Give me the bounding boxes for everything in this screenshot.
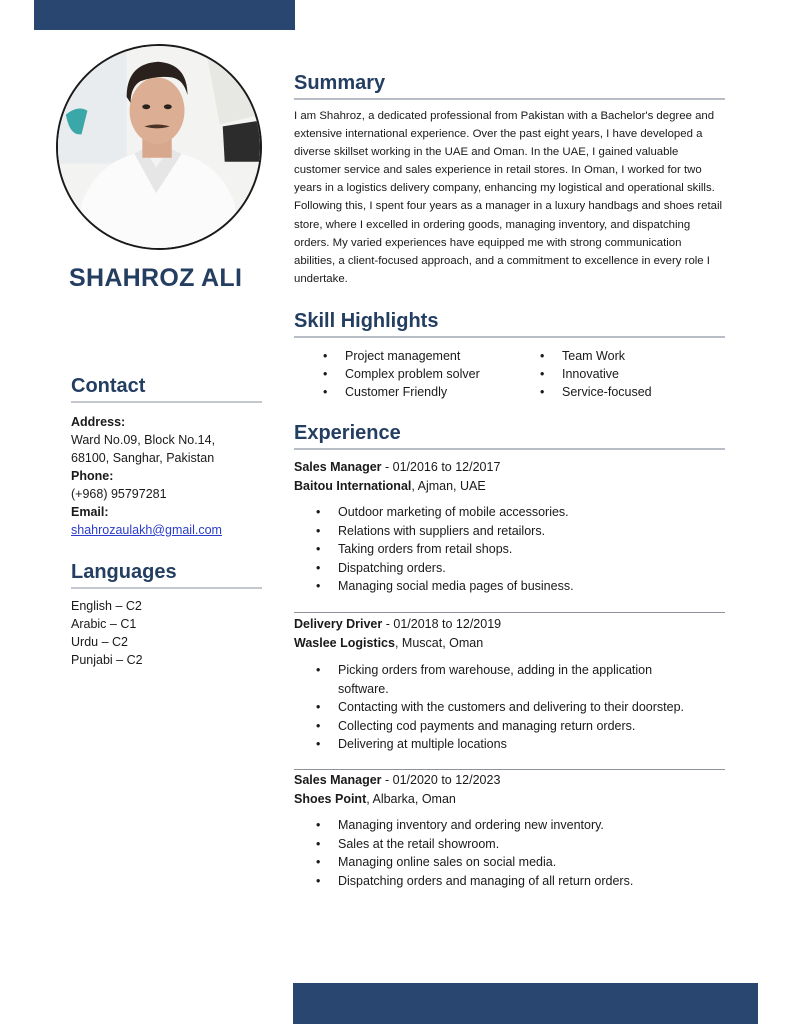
job-title: Sales Manager (294, 460, 382, 474)
skills-heading: Skill Highlights (294, 310, 725, 338)
skills-list (294, 347, 725, 402)
duty-item: • Contacting with the customers and delivering to their doorstep. (294, 698, 725, 717)
job-company: Shoes Point (294, 791, 367, 806)
candidate-name: SHAHROZ ALI (69, 264, 243, 292)
contact-block (71, 413, 271, 539)
job-header (294, 458, 725, 495)
summary-text: I am Shahroz, a dedicated professional from Pakistan with a Bachelor's degree and extensive international experience. Over the past eight years, I have developed a diverse skillset working in the UAE and Oman. In the UAE, I gained valuable customer service and sales experience in retail stores. In Oman, I worked for two years in a logistics delivery company, enhancing my logistical and operational skills. Following this, I spent four years as a manager in a luxury handbags and shoes retail store, where I excelled in ordering goods, managing inventory, and dispatching orders. My varied experiences have equipped me with strong communication abilities, a client-focused approach, and a commitment to excellence in every role I undertake. (294, 110, 723, 285)
job-header (294, 615, 725, 652)
job-company: Waslee Logistics (294, 635, 395, 650)
duty-item: • Delivering at multiple locations (294, 735, 725, 754)
languages-heading: Languages (71, 561, 262, 589)
duty-item: • Sales at the retail showroom. (294, 835, 725, 854)
address-line-2: 68100, Sanghar, Pakistan (71, 451, 215, 465)
duty-item: • Managing online sales on social media. (294, 853, 725, 872)
job-location: , Ajman, UAE (411, 478, 486, 493)
skills-column-right (511, 347, 652, 402)
job-title: Delivery Driver (294, 617, 383, 631)
job-duties (294, 816, 725, 890)
email-link[interactable]: shahrozaulakh@gmail.com (71, 523, 222, 537)
job-title: Sales Manager (294, 773, 382, 787)
address-line-1: Ward No.09, Block No.14, (71, 433, 216, 447)
phone-label: Phone: (71, 469, 114, 483)
job-company: Baitou International (294, 478, 412, 493)
email-label: Email: (71, 505, 109, 519)
header-accent-bar (34, 0, 295, 30)
job-divider (294, 769, 725, 770)
job-divider (294, 612, 725, 613)
duty-item: • Taking orders from retail shops. (294, 540, 725, 559)
duty-item: • Dispatching orders and managing of all return orders. (294, 872, 725, 891)
job-location: , Albarka, Oman (366, 791, 456, 806)
duty-item: • Outdoor marketing of mobile accessories. (294, 503, 725, 522)
duty-item: • Managing social media pages of business. (294, 577, 725, 596)
job-dates: - 01/2016 to 12/2017 (381, 460, 501, 474)
duty-item: • Collecting cod payments and managing return orders. (294, 717, 725, 736)
job-location: , Muscat, Oman (394, 635, 484, 650)
profile-photo (56, 44, 262, 250)
phone-value: (+968) 95797281 (71, 487, 167, 501)
experience-heading: Experience (294, 422, 725, 450)
language-item: Urdu – C2 (71, 635, 128, 649)
languages-list (71, 597, 271, 669)
job-duties (294, 661, 725, 754)
duty-item: • Managing inventory and ordering new inventory. (294, 816, 725, 835)
language-item: Arabic – C1 (71, 617, 137, 631)
language-item: Punjabi – C2 (71, 653, 143, 667)
skill-item: • Project management (294, 347, 511, 365)
job-duties (294, 503, 725, 596)
skill-item: • Service-focused (511, 383, 652, 401)
summary-heading: Summary (294, 72, 725, 100)
job-dates: - 01/2018 to 12/2019 (382, 617, 502, 631)
job-header (294, 771, 725, 808)
duty-item: • Dispatching orders. (294, 559, 725, 578)
skill-item: • Team Work (511, 347, 652, 365)
language-item: English – C2 (71, 599, 142, 613)
skills-column-left (294, 347, 511, 402)
profile-photo-illustration (58, 46, 260, 248)
skill-item: • Complex problem solver (294, 365, 511, 383)
skill-item: • Customer Friendly (294, 383, 511, 401)
skill-item: • Innovative (511, 365, 652, 383)
job-dates: - 01/2020 to 12/2023 (381, 773, 501, 787)
footer-accent-bar (293, 983, 758, 1024)
contact-heading: Contact (71, 375, 262, 403)
duty-item: • Picking orders from warehouse, adding in the application software. (294, 661, 725, 698)
address-label: Address: (71, 415, 126, 429)
duty-item: • Relations with suppliers and retailors. (294, 522, 725, 541)
